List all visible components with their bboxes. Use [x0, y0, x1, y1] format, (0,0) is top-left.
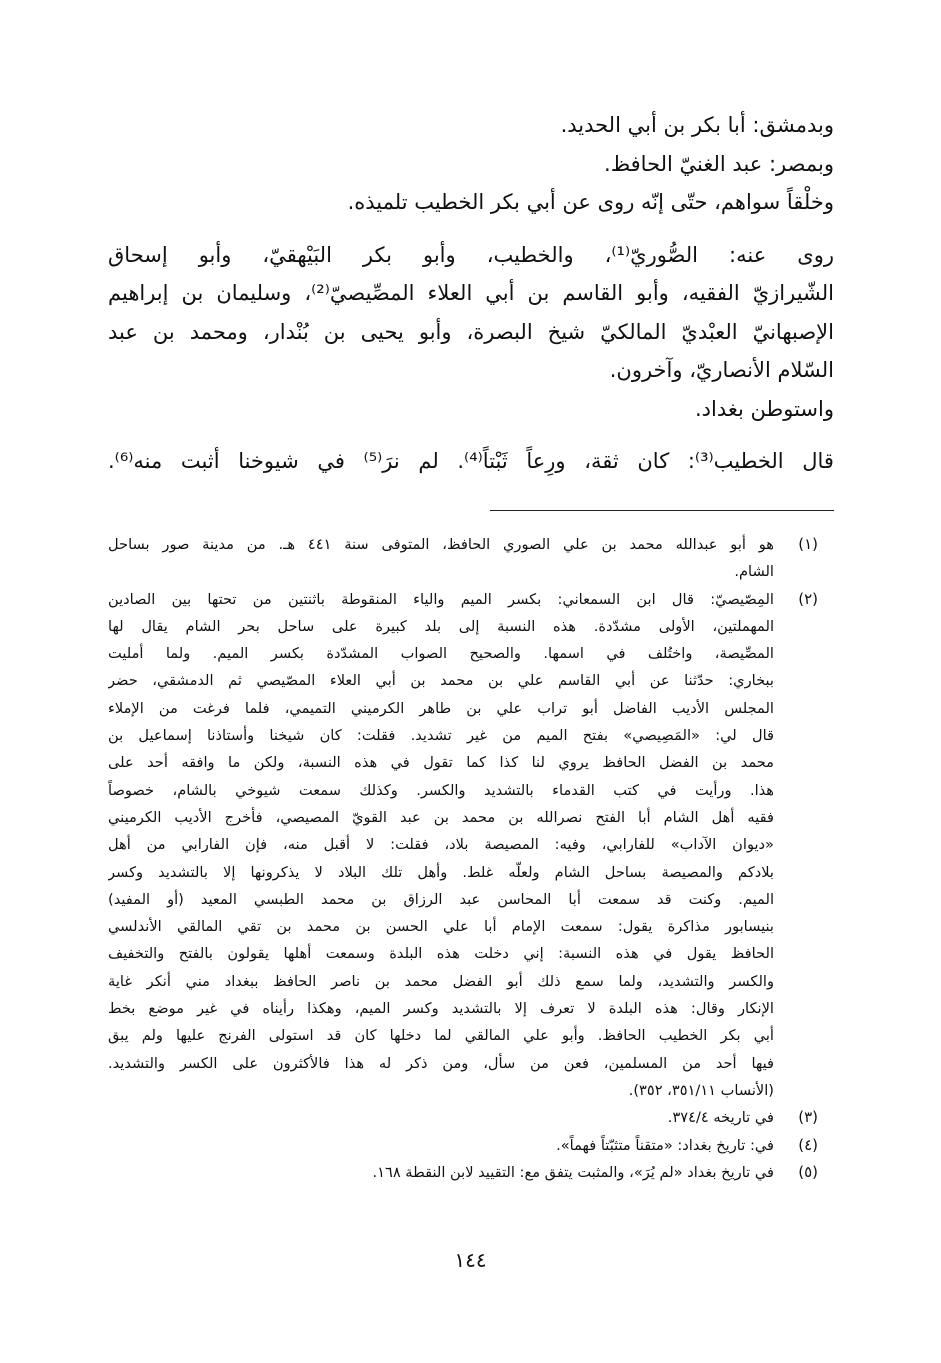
footnote-line: الإنكار وقال: هذه البلدة لا تعرف إلا بالتشديد وكسر الميم، وهكذا رأيناه في غير موضع بخط — [108, 1000, 774, 1018]
footnotes — [108, 531, 818, 1186]
main-text — [108, 106, 834, 481]
main-text-line: وبدمشق: أبا بكر بن أبي الحديد. — [560, 113, 834, 137]
page-number: ١٤٤ — [454, 1248, 487, 1272]
footnote-number: (٤) — [798, 1135, 818, 1154]
footnote-line: بنيسابور مذاكرة يقول: سمعت الإمام أبا علي الحسن بن محمد بن تقي المالقي الأندلسي — [108, 918, 774, 936]
footnote-number: (١) — [798, 535, 818, 553]
footnote-line: هو أبو عبدالله محمد بن علي الصوري الحافظ، المتوفى سنة ٤٤١ هـ. من مدينة صور بساحل — [108, 536, 774, 553]
footnote-line: ببخاري: حدّثنا عن أبي القاسم علي بن محمد بن أبي العلاء المصّيصي ثم الدمشقي، حضر — [108, 672, 774, 690]
footnote-line: الحافظ يقول في هذه النسبة: إني دخلت هذه البلدة وسمعت أهلها يقولون بالفتح والتخفيف — [108, 945, 774, 963]
main-text-line: الشّيرازيّ الفقيه، وأبو القاسم بن أبي العلاء المصِّيصيّ⁽²⁾، وسليمان بن إبراهيم — [108, 281, 834, 305]
footnote-line: أبي بكر الخطيب الحافظ. وأبو علي المالقي لما دخلها كان قد استولى الفرنج عليها ولم يبق — [108, 1027, 774, 1045]
main-text-line: واستوطن بغداد. — [695, 396, 834, 421]
footnote-line: والكسر والتشديد، ولما سمع ذلك أبو الفضل محمد بن ناصر الحافظ ببغداد مني أنكر غاية — [108, 972, 774, 990]
footnote — [108, 1159, 818, 1186]
footnote — [108, 1104, 818, 1131]
footnote-line: المصِّيصة، واختُلف في اسمها. والصحيح الصواب المشدّدة بكسر الميم. ولما أمليت — [108, 645, 774, 663]
footnote-divider — [490, 510, 834, 511]
footnote — [108, 586, 818, 1105]
main-text-line: روى عنه: الصُّوريّ⁽¹⁾، والخطيب، وأبو بكر البَيْهقيّ، وأبو إسحاق — [108, 242, 834, 267]
footnote-line: قال لي: «المَصِيصي» بفتح الميم من غير تشديد. فقلت: كان شيخنا وأستاذنا إسماعيل بن — [108, 727, 774, 745]
main-text-line: السّلام الأنصاريّ، وآخرون. — [609, 358, 834, 382]
footnote-line: محمد بن الفضل الحافظ يروي لنا كذا كما تقول في هذه النسبة، ولكن ما وافقه أحد على — [108, 754, 774, 772]
footnote — [108, 531, 818, 586]
footnote-line: في تاريخ بغداد «لم يُرَ»، والمثبت يتفق مع: التقييد لابن النقطة ١٦٨. — [372, 1163, 774, 1181]
footnote-line: الشام. — [734, 563, 774, 581]
footnote-line: (الأنساب ٣٥١/١١، ٣٥٢). — [628, 1081, 774, 1099]
main-text-line: وبمصر: عبد الغنيّ الحافظ. — [604, 151, 834, 176]
footnote-line: هذا. ورأيت في كتب القدماء بالتشديد والكسر. وكذلك سمعت شيوخي بالشام، خصوصاً — [108, 781, 774, 799]
main-text-line: قال الخطيب⁽³⁾: كان ثقة، ورِعاً ثَبْتاً⁽⁴⁾. لم نرَ⁽⁵⁾ في شيوخنا أثبت منه⁽⁶⁾. — [108, 449, 834, 473]
footnote-number: (٢) — [798, 589, 818, 608]
footnote-line: المِصّيصيّ: قال ابن السمعاني: بكسر الميم والياء المنقوطة باثنتين من تحتها بين الصادين — [108, 590, 774, 608]
footnote-line: في تاريخه ٣٧٤/٤. — [667, 1109, 774, 1127]
footnote-line: المجلس الأديب الفاضل أبو تراب علي بن طاهر الكرميني التميمي، فلما فرغت من الإملاء — [108, 699, 774, 717]
footnote-line: فيها أحد من المسلمين، فعن من سأل، ومن ذكر له هذا فالأكثرون على الكسر والتشديد. — [108, 1054, 774, 1072]
footnote — [108, 1132, 818, 1159]
footnote-line: المهملتين، الأولى مشدّدة. هذه النسبة إلى بلد كبيرة على ساحل بحر الشام يقال لها — [108, 617, 774, 635]
footnote-number: (٥) — [798, 1162, 818, 1181]
main-text-line: الإصبهانيّ العبْديّ المالكيّ شيخ البصرة، وأبو يحيى بن بُنْدار، ومحمد بن عبد — [108, 319, 834, 344]
footnote-line: بلادكم والمصيصة بساحل الشام ولعلّه غلط. وأهل تلك البلاد لا يذكرونها إلا بالتشديد وكسر — [108, 863, 774, 881]
footnote-line: «ديوان الآداب» للفارابي، وفيه: المصيصة بلاد، فقلت: لا أقبل منه، فإن الفارابي من أهل — [108, 836, 774, 854]
footnote-number: (٣) — [798, 1108, 818, 1127]
footnote-line: في: تاريخ بغداد: «متقناً متثبّتاً فهماً». — [556, 1136, 774, 1154]
footnote-line: فقيه أهل الشام أبا الفتح نصرالله بن محمد بن عبد القويّ المصيصي، فأخرج الأديب الكرميني — [108, 808, 774, 826]
main-text-line: وخلْقاً سواهم، حتّى إنّه روى عن أبي بكر الخطيب تلميذه. — [347, 190, 834, 214]
footnote-line: الميم. وكنت قد سمعت أبا المحاسن عبد الرزاق بن محمد الطبسي المعيد (أو المفيد) — [108, 890, 774, 908]
